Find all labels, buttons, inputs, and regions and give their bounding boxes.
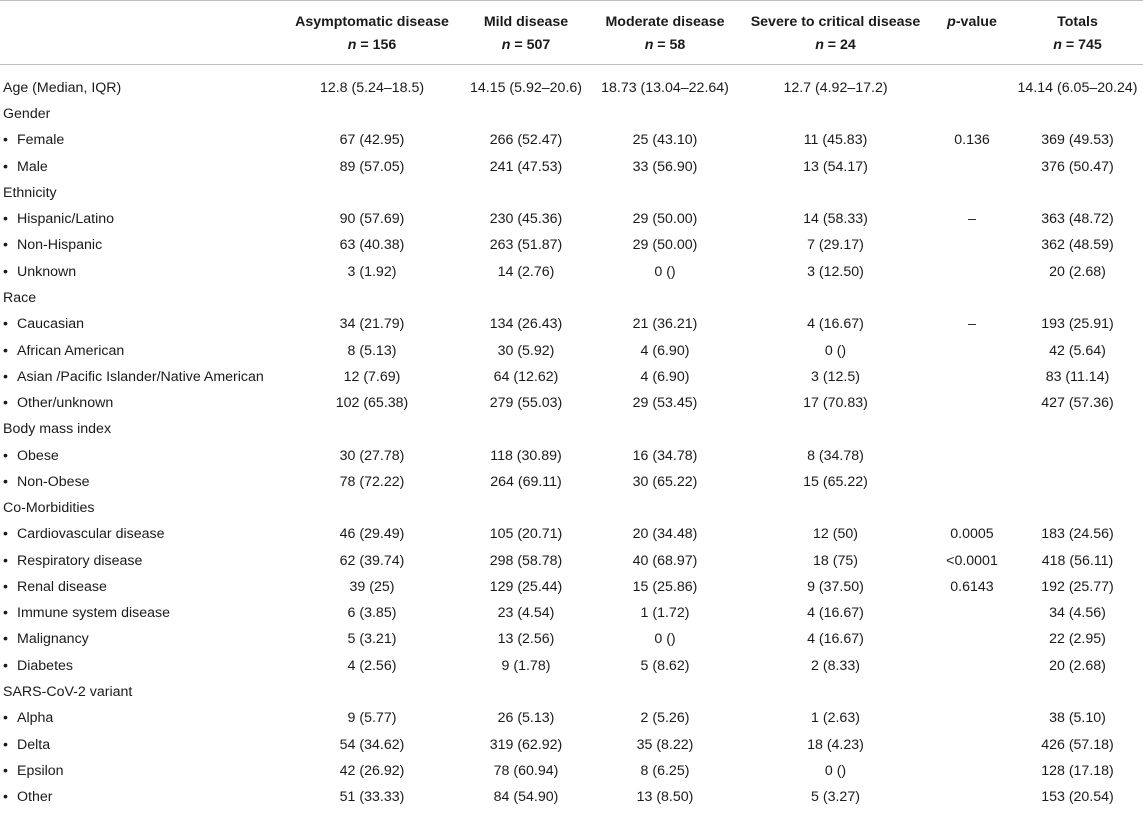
moderate-cell: 1 (1.72) [640, 605, 690, 622]
row-label-cell [0, 232, 283, 258]
moderate-cell: 35 (8.22) [636, 736, 694, 753]
p-value-cell [932, 390, 1012, 416]
bullet-icon: • [3, 263, 8, 280]
totals-cell [1012, 285, 1143, 311]
severe-cell: 12.7 (4.92–17.2) [783, 80, 888, 96]
bullet-icon: • [3, 710, 8, 727]
mild-cell: 26 (5.13) [497, 710, 555, 727]
row-label: Age (Median, IQR) [3, 80, 122, 96]
asymptomatic-cell: 39 (25) [349, 578, 395, 595]
table-body [0, 65, 1143, 811]
row-label-cell [0, 285, 283, 311]
severe-cell: 18 (4.23) [807, 736, 864, 753]
row-label-cell [0, 259, 283, 285]
totals-cell: 34 (4.56) [1049, 605, 1106, 622]
table-section-row [0, 101, 1143, 127]
bullet-icon: • [3, 526, 8, 543]
header-p-value: p-value [947, 14, 997, 30]
row-label-cell [0, 600, 283, 626]
mild-cell: 118 (30.89) [490, 447, 562, 464]
severe-cell [739, 679, 932, 705]
mild-cell [461, 180, 591, 206]
asymptomatic-cell [283, 180, 461, 206]
moderate-cell: 2 (5.26) [640, 710, 690, 727]
table-row [0, 653, 1143, 679]
p-value-cell [932, 653, 1012, 679]
row-label-cell [0, 127, 283, 153]
bullet-icon: • [3, 211, 8, 228]
totals-cell: 418 (56.11) [1041, 552, 1114, 569]
header-n-label-column [0, 34, 283, 65]
mild-cell: 30 (5.92) [497, 342, 555, 359]
row-label-cell [0, 758, 283, 784]
header-n-p-value [932, 34, 1012, 65]
mild-cell [461, 679, 591, 705]
mild-cell: 263 (51.87) [489, 237, 563, 254]
mild-cell: 23 (4.54) [497, 605, 555, 622]
bullet-icon: • [3, 736, 8, 753]
p-value-cell: – [968, 211, 976, 228]
asymptomatic-cell: 102 (65.38) [335, 395, 409, 412]
p-value-cell [932, 101, 1012, 127]
row-label-cell [0, 154, 283, 180]
severe-cell: 7 (29.17) [807, 237, 864, 254]
header-n-row [0, 34, 1143, 65]
severe-cell: 14 (58.33) [803, 211, 868, 228]
p-value-cell [932, 731, 1012, 757]
row-label-cell [0, 442, 283, 468]
mild-cell: 266 (52.47) [489, 132, 563, 149]
row-label-cell [0, 574, 283, 600]
mild-cell: 9 (1.78) [501, 657, 551, 674]
severe-cell: 4 (16.67) [807, 316, 864, 333]
totals-cell [1012, 495, 1143, 521]
severe-cell [739, 101, 932, 127]
row-label: SARS-CoV-2 variant [3, 683, 133, 700]
row-label: Unknown [17, 263, 77, 280]
asymptomatic-cell: 6 (3.85) [347, 605, 397, 622]
moderate-cell: 18.73 (13.04–22.64) [601, 80, 729, 96]
row-label: Malignancy [17, 631, 89, 648]
row-label: Male [17, 158, 48, 175]
header-totals: Totals [1057, 14, 1098, 30]
header-asymptomatic: Asymptomatic disease [295, 14, 449, 30]
mild-cell [461, 285, 591, 311]
totals-cell: 22 (2.95) [1049, 631, 1106, 648]
p-value-cell: 0.6143 [950, 578, 994, 595]
header-n-moderate: n = 58 [591, 34, 739, 65]
header-severe: Severe to critical disease [750, 14, 921, 30]
totals-cell: 128 (17.18) [1041, 762, 1114, 779]
severe-cell: 3 (12.50) [807, 263, 864, 280]
table-section-row [0, 679, 1143, 705]
asymptomatic-cell [283, 101, 461, 127]
bullet-icon: • [3, 789, 8, 806]
row-label: Other/unknown [17, 395, 114, 412]
totals-cell: 376 (50.47) [1041, 158, 1114, 175]
mild-cell: 279 (55.03) [489, 395, 563, 412]
table-header [0, 1, 1143, 65]
table-section-row [0, 285, 1143, 311]
asymptomatic-cell: 12 (7.69) [343, 368, 401, 385]
moderate-cell: 25 (43.10) [632, 132, 698, 149]
totals-cell: 153 (20.54) [1041, 789, 1114, 806]
p-value-cell [932, 232, 1012, 258]
table-row [0, 364, 1143, 390]
moderate-cell: 20 (34.48) [632, 526, 698, 543]
mild-cell: 14.15 (5.92–20.6) [469, 80, 582, 96]
moderate-cell: 30 (65.22) [632, 473, 698, 490]
table-row [0, 311, 1143, 337]
severe-cell: 4 (16.67) [807, 605, 864, 622]
moderate-cell: 16 (34.78) [632, 447, 698, 464]
row-label-cell [0, 521, 283, 547]
table-row [0, 758, 1143, 784]
row-label-cell [0, 311, 283, 337]
severe-cell: 12 (50) [813, 526, 858, 543]
severe-cell [739, 495, 932, 521]
p-value-cell: – [968, 316, 976, 333]
p-value-cell [932, 679, 1012, 705]
totals-cell: 193 (25.91) [1041, 316, 1114, 333]
moderate-cell: 0 () [654, 263, 676, 280]
row-label: Immune system disease [17, 605, 170, 622]
n-symbol: n [1053, 37, 1062, 53]
table-row [0, 337, 1143, 363]
p-value-cell [932, 65, 1012, 102]
asymptomatic-cell: 62 (39.74) [339, 552, 405, 569]
asymptomatic-cell: 42 (26.92) [339, 762, 405, 779]
row-label-cell [0, 180, 283, 206]
header-moderate: Moderate disease [605, 14, 725, 30]
table-row [0, 232, 1143, 258]
table-row [0, 521, 1143, 547]
totals-cell: 83 (11.14) [1045, 368, 1110, 385]
bullet-icon: • [3, 447, 8, 464]
header-n-severe: n = 24 [739, 34, 932, 65]
mild-cell: 134 (26.43) [489, 316, 563, 333]
moderate-cell: 4 (6.90) [640, 368, 690, 385]
asymptomatic-cell [283, 495, 461, 521]
severe-cell: 9 (37.50) [807, 578, 864, 595]
moderate-cell [591, 285, 739, 311]
severe-cell: 8 (34.78) [807, 447, 864, 464]
mild-cell: 230 (45.36) [489, 211, 563, 228]
bullet-icon: • [3, 316, 8, 333]
moderate-cell [591, 101, 739, 127]
table-row [0, 469, 1143, 495]
row-label: Respiratory disease [17, 552, 143, 569]
mild-cell: 78 (60.94) [493, 762, 559, 779]
row-label: Obese [17, 447, 59, 464]
moderate-cell: 33 (56.90) [632, 158, 698, 175]
bullet-icon: • [3, 578, 8, 595]
severe-cell: 13 (54.17) [803, 158, 868, 175]
bullet-icon: • [3, 342, 8, 359]
header-title-row [0, 1, 1143, 35]
row-label-cell [0, 65, 283, 102]
table-section-row [0, 65, 1143, 102]
moderate-cell: 40 (68.97) [632, 552, 698, 569]
row-label: Caucasian [17, 316, 85, 333]
severe-cell: 0 () [824, 762, 847, 779]
severe-cell: 18 (75) [813, 552, 858, 569]
p-value-cell [932, 337, 1012, 363]
severe-cell: 11 (45.83) [803, 132, 868, 149]
bullet-icon: • [3, 368, 8, 385]
n-symbol: n [644, 37, 654, 53]
asymptomatic-cell: 30 (27.78) [339, 447, 405, 464]
row-label: Co-Morbidities [3, 500, 95, 517]
row-label-cell [0, 626, 283, 652]
asymptomatic-cell [283, 416, 461, 442]
p-value-cell [932, 416, 1012, 442]
totals-cell: 14.14 (6.05–20.24) [1017, 80, 1138, 96]
moderate-cell: 29 (50.00) [632, 237, 698, 254]
moderate-cell: 15 (25.86) [632, 578, 698, 595]
severe-cell [739, 416, 932, 442]
row-label: Delta [17, 736, 51, 753]
row-label: Diabetes [17, 657, 73, 674]
mild-cell [461, 101, 591, 127]
totals-cell: 363 (48.72) [1041, 211, 1114, 228]
moderate-cell [591, 180, 739, 206]
severe-cell [739, 180, 932, 206]
mild-cell: 13 (2.56) [497, 631, 555, 648]
header-p-value-text: p [947, 14, 956, 30]
asymptomatic-cell: 46 (29.49) [339, 526, 405, 543]
mild-cell: 105 (20.71) [489, 526, 563, 543]
totals-cell: 426 (57.18) [1041, 736, 1114, 753]
p-value-cell: <0.0001 [946, 552, 998, 569]
totals-cell [1012, 101, 1143, 127]
moderate-cell: 29 (53.45) [632, 395, 698, 412]
asymptomatic-cell: 9 (5.77) [347, 710, 397, 727]
table-row [0, 154, 1143, 180]
severe-cell: 2 (8.33) [811, 657, 860, 674]
row-label-cell [0, 364, 283, 390]
row-label: Race [3, 289, 37, 306]
row-label-cell [0, 101, 283, 127]
severe-cell: 0 () [824, 342, 847, 359]
row-label: Other [17, 789, 53, 806]
mild-cell: 264 (69.11) [490, 473, 562, 490]
asymptomatic-cell [283, 679, 461, 705]
bullet-icon: • [3, 237, 8, 254]
table-row [0, 731, 1143, 757]
row-label-cell [0, 679, 283, 705]
totals-cell: 362 (48.59) [1041, 237, 1114, 254]
p-value-cell [932, 495, 1012, 521]
table-row [0, 442, 1143, 468]
totals-cell [1012, 180, 1143, 206]
moderate-cell: 5 (8.62) [640, 657, 690, 674]
bullet-icon: • [3, 657, 8, 674]
row-label-cell [0, 495, 283, 521]
p-value-cell [932, 154, 1012, 180]
row-label: Gender [3, 106, 51, 123]
mild-cell [461, 416, 591, 442]
mild-cell: 319 (62.92) [489, 736, 563, 753]
asymptomatic-cell: 54 (34.62) [339, 736, 405, 753]
totals-cell: 20 (2.68) [1049, 657, 1106, 674]
asymptomatic-cell: 4 (2.56) [347, 657, 397, 674]
asymptomatic-cell: 78 (72.22) [339, 473, 405, 490]
row-label: Asian /Pacific Islander/Native American [17, 368, 264, 385]
mild-cell: 129 (25.44) [489, 578, 563, 595]
row-label: Epsilon [17, 762, 64, 779]
bullet-icon: • [3, 132, 8, 149]
n-symbol: n [815, 37, 824, 53]
row-label: Renal disease [17, 578, 107, 595]
mild-cell [461, 495, 591, 521]
asymptomatic-cell: 5 (3.21) [347, 631, 397, 648]
p-value-cell [932, 600, 1012, 626]
asymptomatic-cell [283, 285, 461, 311]
header-label-column [0, 1, 283, 35]
table-row [0, 626, 1143, 652]
p-value-cell: 0.0005 [950, 526, 994, 543]
header-mild: Mild disease [483, 14, 569, 30]
row-label-cell [0, 784, 283, 810]
table-section-row [0, 180, 1143, 206]
table-row [0, 259, 1143, 285]
totals-cell: 427 (57.36) [1041, 395, 1114, 412]
row-label-cell [0, 731, 283, 757]
table-row [0, 784, 1143, 810]
row-label: Non-Hispanic [17, 237, 103, 254]
row-label: African American [17, 342, 125, 359]
table-row [0, 127, 1143, 153]
moderate-cell: 8 (6.25) [640, 762, 690, 779]
p-value-cell [932, 364, 1012, 390]
bullet-icon: • [3, 552, 8, 569]
mild-cell: 14 (2.76) [497, 263, 555, 280]
p-value-cell [932, 469, 1012, 495]
table-row [0, 206, 1143, 232]
totals-cell: 42 (5.64) [1049, 342, 1106, 359]
p-value-cell [932, 705, 1012, 731]
header-n-mild: n = 507 [461, 34, 591, 65]
mild-cell: 64 (12.62) [493, 368, 559, 385]
severe-cell: 4 (16.67) [807, 631, 864, 648]
bullet-icon: • [3, 158, 8, 175]
mild-cell: 298 (58.78) [489, 552, 563, 569]
row-label-cell [0, 653, 283, 679]
mild-cell: 241 (47.53) [489, 158, 563, 175]
bullet-icon: • [3, 631, 8, 648]
row-label: Hispanic/Latino [17, 211, 115, 228]
totals-cell: 192 (25.77) [1041, 578, 1114, 595]
row-label: Non-Obese [17, 473, 90, 490]
moderate-cell: 21 (36.21) [632, 316, 698, 333]
table-section-row [0, 495, 1143, 521]
row-label-cell [0, 337, 283, 363]
table-row [0, 600, 1143, 626]
row-label: Alpha [17, 710, 54, 727]
table-row [0, 574, 1143, 600]
p-value-cell [932, 758, 1012, 784]
asymptomatic-cell: 34 (21.79) [339, 316, 405, 333]
row-label: Body mass index [3, 421, 112, 438]
row-label-cell [0, 416, 283, 442]
bullet-icon: • [3, 762, 8, 779]
p-value-cell: 0.136 [954, 132, 990, 149]
totals-cell [1012, 442, 1143, 468]
p-value-cell [932, 285, 1012, 311]
totals-cell: 20 (2.68) [1049, 263, 1106, 280]
totals-cell [1012, 469, 1143, 495]
totals-cell [1012, 679, 1143, 705]
asymptomatic-cell: 90 (57.69) [339, 211, 405, 228]
bullet-icon: • [3, 395, 8, 412]
totals-cell: 38 (5.10) [1049, 710, 1106, 727]
p-value-cell [932, 784, 1012, 810]
severe-cell: 1 (2.63) [811, 710, 860, 727]
severe-cell: 3 (12.5) [811, 368, 860, 385]
table-row [0, 548, 1143, 574]
p-value-cell [932, 180, 1012, 206]
n-symbol: n [501, 37, 511, 53]
mild-cell: 84 (54.90) [493, 789, 559, 806]
severe-cell: 5 (3.27) [811, 789, 860, 806]
severe-cell: 17 (70.83) [803, 395, 868, 412]
asymptomatic-cell: 51 (33.33) [339, 789, 405, 806]
bullet-icon: • [3, 473, 8, 490]
asymptomatic-cell: 12.8 (5.24–18.5) [319, 80, 425, 96]
table-section-row [0, 416, 1143, 442]
header-n-asymptomatic: n = 156 [283, 34, 461, 65]
row-label-cell [0, 548, 283, 574]
asymptomatic-cell: 8 (5.13) [347, 342, 397, 359]
asymptomatic-cell: 67 (42.95) [339, 132, 405, 149]
bullet-icon: • [3, 605, 8, 622]
totals-cell [1012, 416, 1143, 442]
totals-cell: 369 (49.53) [1041, 132, 1114, 149]
table-row [0, 390, 1143, 416]
moderate-cell [591, 495, 739, 521]
row-label-cell [0, 206, 283, 232]
totals-cell: 183 (24.56) [1041, 526, 1114, 543]
moderate-cell [591, 679, 739, 705]
row-label: Ethnicity [3, 184, 57, 201]
moderate-cell [591, 416, 739, 442]
moderate-cell: 29 (50.00) [632, 211, 698, 228]
severe-cell: 15 (65.22) [803, 473, 868, 490]
moderate-cell: 4 (6.90) [640, 342, 690, 359]
p-value-cell [932, 259, 1012, 285]
header-n-totals: n = 745 [1012, 34, 1143, 65]
asymptomatic-cell: 3 (1.92) [347, 263, 397, 280]
row-label: Cardiovascular disease [17, 526, 165, 543]
asymptomatic-cell: 63 (40.38) [339, 237, 405, 254]
n-symbol: n [347, 37, 357, 53]
row-label-cell [0, 390, 283, 416]
asymptomatic-cell: 89 (57.05) [339, 158, 405, 175]
p-value-cell [932, 442, 1012, 468]
row-label: Female [17, 132, 65, 149]
table-row [0, 705, 1143, 731]
moderate-cell: 0 () [654, 631, 676, 648]
p-value-cell [932, 626, 1012, 652]
severe-cell [739, 285, 932, 311]
row-label-cell [0, 705, 283, 731]
row-label-cell [0, 469, 283, 495]
moderate-cell: 13 (8.50) [636, 789, 694, 806]
